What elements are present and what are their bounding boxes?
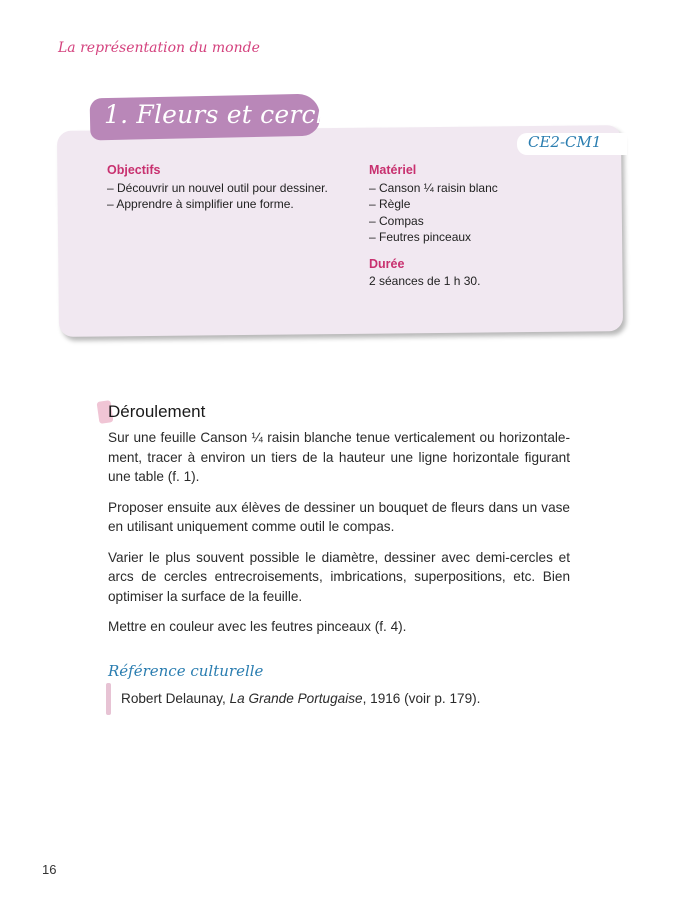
level-label: CE2-CM1 <box>528 133 602 151</box>
reference-work: La Grande Portugaise <box>229 691 363 706</box>
reference-author: Robert Delaunay, <box>121 691 230 706</box>
reference-bar <box>106 683 111 715</box>
reference-title: Référence culturelle <box>108 662 264 680</box>
reference-text <box>121 691 480 706</box>
paragraph: Varier le plus souvent possible le diamètre, dessiner avec demi-cercles et arcs de cercles entrecroisements, imbrications, superpositions, etc. Bien optimiser la surface de la feuille. <box>108 549 570 604</box>
paragraph: Mettre en couleur avec les feutres pinceaux (f. 4). <box>108 619 407 634</box>
objectif-item: – Apprendre à simplifier une forme. <box>107 197 294 211</box>
materiel-column <box>369 162 609 290</box>
objectif-item: – Découvrir un nouvel outil pour dessiner. <box>107 180 328 195</box>
objectifs-label: Objectifs <box>107 163 161 177</box>
lesson-title: 1. Fleurs et cercles <box>104 100 352 129</box>
reference-rest: , 1916 (voir p. 179). <box>362 691 481 706</box>
duree-value: 2 séances de 1 h 30. <box>369 274 481 288</box>
paragraph: Proposer ensuite aux élèves de dessiner un bouquet de fleurs dans un vase en utilisant uniquement comme outil le compas. <box>108 499 570 534</box>
materiel-item: – Compas <box>369 213 424 228</box>
deroulement-body <box>108 428 570 648</box>
materiel-label: Matériel <box>369 163 417 177</box>
objectifs-column <box>107 162 357 213</box>
materiel-item: – Règle <box>369 197 411 211</box>
running-head: La représentation du monde <box>58 40 260 56</box>
page-number: 16 <box>42 862 57 877</box>
deroulement-title: Déroulement <box>108 402 206 421</box>
paragraph: Sur une feuille Canson ¼ raisin blanche tenue verticalement ou horizontale-ment, tracer à environ un tiers de la hauteur une ligne horizontale figurant une table (f. 1). <box>108 430 570 484</box>
duree-label: Durée <box>369 256 405 271</box>
materiel-item: – Canson ¼ raisin blanc <box>369 180 498 195</box>
materiel-item: – Feutres pinceaux <box>369 230 472 244</box>
